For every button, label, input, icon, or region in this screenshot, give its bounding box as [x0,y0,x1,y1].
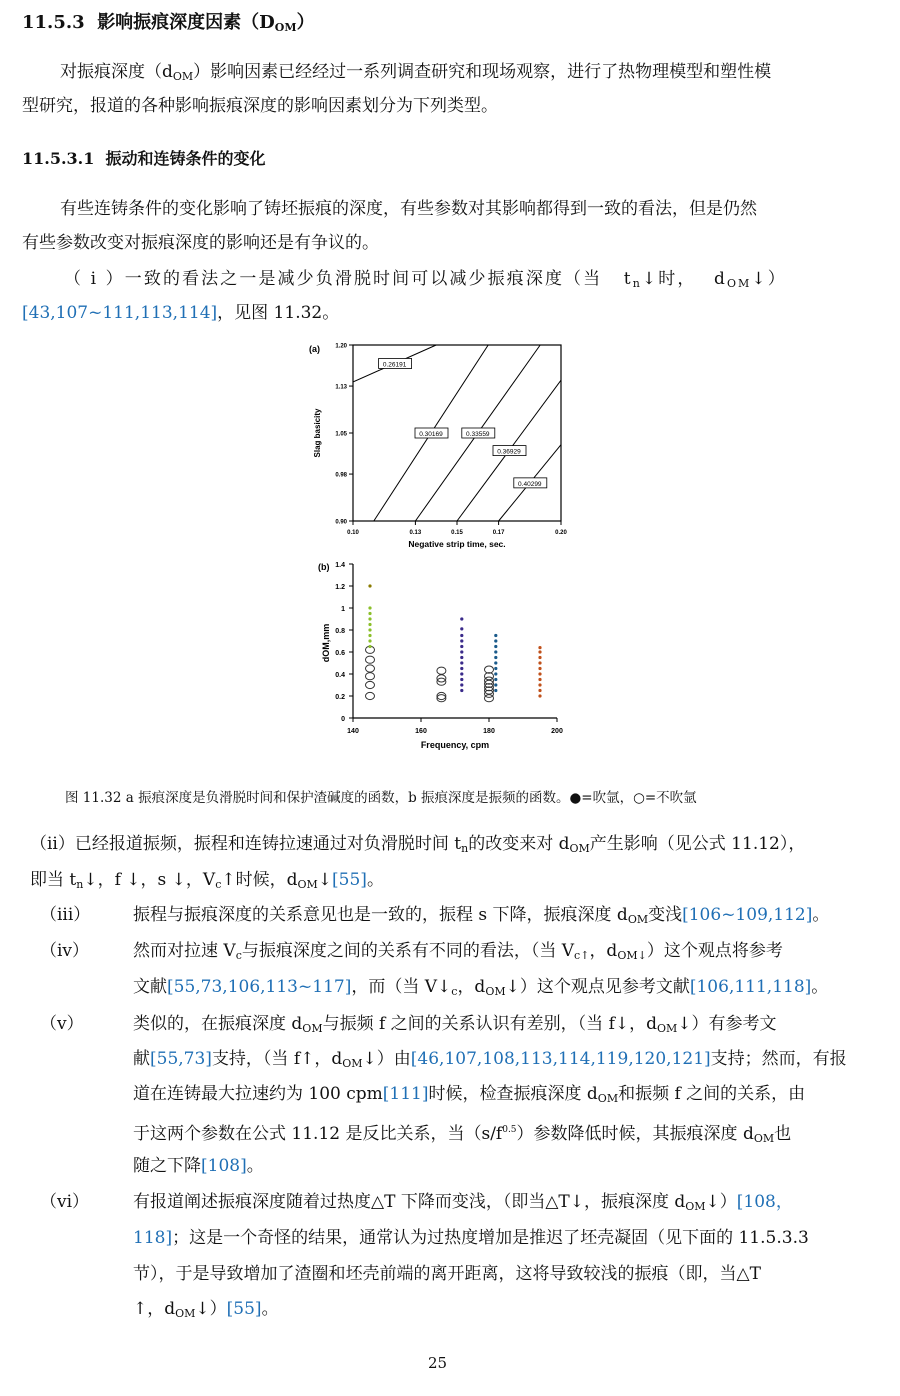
contour-label: 0.26191 [382,361,407,369]
data-point-filled [494,678,497,681]
data-point-open [366,656,375,663]
data-point-filled [460,639,463,642]
data-point-filled [538,656,541,659]
y-tick-label-a: 1.05 [335,431,347,438]
item-iv-line1: 然而对拉速 $V_c$与振痕深度之间的关系有不同的看法，（当 $V_{c↑}$，$d_{OM↓}$）这个观点将参考 [133,941,783,962]
data-point-filled [494,683,497,686]
y-tick-label-b: 1.4 [335,562,345,569]
data-point-open [366,665,375,672]
item-vi-line3: 节），于是导致增加了渣圈和坯壳前端的离开距离，这将导致较浅的振痕（即，当△T [133,1264,761,1284]
data-point-filled [538,667,541,670]
data-point-open [366,681,375,688]
data-point-filled [494,650,497,653]
y-tick-label-b: 0.2 [335,694,345,701]
data-point-filled [494,661,497,664]
citation-link[interactable]: [106,111,118] [689,977,812,997]
data-point-filled [538,683,541,686]
y-tick-label-b: 0.8 [335,628,345,635]
item-vi-line1: 有报道阐述振痕深度随着过热度△T 下降而变浅，（即当△T↓，振痕深度 $d_{OM}↓)[108$， [133,1192,793,1213]
figure-b-scatter-chart [305,558,580,758]
citation-link[interactable]: [55] [332,870,367,890]
data-point-filled [368,628,371,631]
data-point-filled [368,639,371,642]
item-iv-number: （iv） [40,941,90,961]
data-point-filled [494,689,497,692]
item-v-line4: 于这两个参数在公式 11.12 是反比关系，当$(s/f^{0.5})$参数降低时候，其振痕深度 $d_{OM}$也 [133,1124,792,1145]
item-v-line5: 随之下降[108]。 [133,1156,264,1176]
data-point-filled [460,645,463,648]
subsection-heading: 11.5.3.1 振动和连铸条件的变化 [22,149,266,168]
data-point-filled [538,646,541,649]
data-point-filled [368,645,371,648]
item-vi-line2: 118]；这是一个奇怪的结果，通常认为过热度增加是推迟了坯壳凝固（见下面的 11.5.3.3 [133,1228,809,1248]
citation-link[interactable]: [111] [382,1084,429,1104]
figure-a-contour-chart [305,337,580,555]
y-tick-label-b: 0 [341,716,345,723]
data-point-filled [460,683,463,686]
page-number: 25 [428,1354,448,1372]
item-i-line2: [43,107~111,113,114]，见图 11.32。 [22,303,340,323]
data-point-filled [368,634,371,637]
item-v-number: （v） [40,1014,84,1034]
data-point-filled [494,656,497,659]
y-axis-label-b: dOM,mm [321,623,331,663]
panel-label-b: (b) [318,562,330,572]
contour-label: 0.36929 [497,448,521,456]
item-v-line3: 道在连铸最大拉速约为 100 cpm[111]时候，检查振痕深度 $d_{OM}$和振频 f 之间的关系，由 [133,1084,806,1105]
x-tick-label-a: 0.10 [347,530,359,536]
x-tick-label-a: 0.20 [555,530,567,536]
x-tick-label-a: 0.13 [409,530,422,536]
item-ii-line2: 即当 $t_n↓$，f ↓，s ↓，$V_c↑$时候，$d_{OM}↓[55]$。 [30,870,384,891]
y-tick-label-a: 0.98 [335,472,347,479]
item-v-line2: 献[55,73]支持，（当 f↑，$d_{OM}↓$）由[46,107,108,113,114,119,120,121]支持；然而，有报 [133,1049,847,1070]
data-point-filled [538,689,541,692]
figure-caption: 图 11.32 a 振痕深度是负滑脱时间和保护渣碱度的函数，b 振痕深度是振频的函数。●=吹氩，○=不吹氩 [65,790,697,806]
citation-link[interactable]: 118] [133,1228,173,1248]
panel-label-a: (a) [309,344,320,354]
data-point-filled [460,634,463,637]
x-axis-label-b: Frequency, cpm [420,740,490,750]
data-point-filled [494,645,497,648]
para1-line1: 对振痕深度$(d_{OM})$影响因素已经经过一系列调查研究和现场观察，进行了热物理模型和塑性模 [60,62,772,83]
data-point-open [437,667,446,674]
y-tick-label-a: 1.20 [335,343,347,350]
data-point-filled [538,661,541,664]
data-point-filled [494,672,497,675]
item-v-line1: 类似的，在振痕深度 $d_{OM}$与振频 f 之间的关系认识有差别，（当 f↓，$d_{OM}↓$）有参考文 [133,1014,777,1035]
citation-link[interactable]: [43,107~111,113,114] [22,303,218,323]
citation-link[interactable]: [106~109,112] [682,905,813,925]
data-point-filled [368,612,371,615]
para2-line2: 有些参数改变对振痕深度的影响还是有争议的。 [22,233,379,253]
y-axis-label-a: Slag basicity [313,408,322,458]
citation-link[interactable]: [55] [226,1299,262,1319]
contour-label: 0.33559 [466,431,490,438]
data-point-filled [494,667,497,670]
section-title: 影响振痕深度因素（D [97,12,275,33]
y-tick-label-a: 1.13 [335,384,347,391]
citation-link[interactable]: [108] [201,1156,247,1176]
data-point-filled [538,694,541,697]
para2-line1: 有些连铸条件的变化影响了铸坯振痕的深度，有些参数对其影响都得到一致的看法，但是仍然 [60,199,757,219]
data-point-filled [368,617,371,620]
x-tick-label-b: 200 [551,728,563,735]
data-point-filled [538,678,541,681]
data-point-open [366,673,375,680]
x-tick-label-b: 140 [347,728,359,735]
contour-label: 0.30169 [419,431,443,438]
x-tick-label-a: 0.17 [492,530,505,536]
item-iv-line2: 文献[55,73,106,113~117]，而（当 $V↓_c$，$d_{OM}↓$）这个观点见参考文献[106,111,118]。 [133,977,829,998]
plot-frame-a [353,345,561,521]
data-point-filled [368,584,371,587]
data-point-filled [460,689,463,692]
y-tick-label-b: 1.2 [335,584,345,591]
data-point-filled [538,672,541,675]
para1-line2: 型研究，报道的各种影响振痕深度的影响因素划分为下列类型。 [22,96,498,116]
data-point-filled [494,634,497,637]
y-tick-label-a: 0.90 [335,519,347,526]
y-tick-label-b: 0.4 [335,672,345,679]
x-tick-label-b: 160 [415,728,427,735]
data-point-open [366,692,375,699]
data-point-filled [460,661,463,664]
citation-link[interactable]: [55,73,106,113~117] [167,977,352,997]
data-point-filled [460,627,463,630]
data-point-filled [538,650,541,653]
data-point-filled [368,623,371,626]
data-point-filled [460,656,463,659]
item-ii-line1: （ii）已经报道振频，振程和连铸拉速通过对负滑脱时间 $t_n$的改变来对 $d_{OM}$产生影响（见公式 11.12）， [30,834,806,855]
data-point-filled [460,672,463,675]
item-vi-number: （vi） [40,1192,90,1212]
section-heading: 11.5.3 影响振痕深度因素$(D_{OM})$ [22,12,315,34]
data-point-filled [460,650,463,653]
x-tick-label-b: 180 [483,728,495,735]
data-point-open [485,695,494,702]
data-point-filled [494,639,497,642]
contour-label: 0.40299 [518,480,542,488]
item-i-line1: （ i ）一致的看法之一是减少负滑脱时间可以减少振痕深度（当 $t_n↓$时， $d_{OM}↓$） [64,269,787,290]
y-tick-label-b: 1 [341,606,345,613]
data-point-filled [368,606,371,609]
x-tick-label-a: 0.15 [451,530,463,536]
citation-link[interactable]: [46,107,108,113,114,119,120,121] [410,1049,711,1069]
item-iii-line1: 振程与振痕深度的关系意见也是一致的，振程 s 下降，振痕深度 $d_{OM}$变浅[106~109,112]。 [133,905,830,926]
item-vi-line4: ↑，$d_{OM}↓)[55]$。 [133,1299,279,1320]
citation-link[interactable]: [55,73] [150,1049,212,1069]
item-iii-number: （iii） [40,905,91,925]
data-point-filled [460,678,463,681]
data-point-filled [460,617,463,620]
section-number: 11.5.3 [22,12,85,33]
citation-link[interactable]: [108， [736,1192,793,1212]
x-axis-label-a: Negative strip time, sec. [408,539,506,549]
data-point-filled [460,667,463,670]
y-tick-label-b: 0.6 [335,650,345,657]
